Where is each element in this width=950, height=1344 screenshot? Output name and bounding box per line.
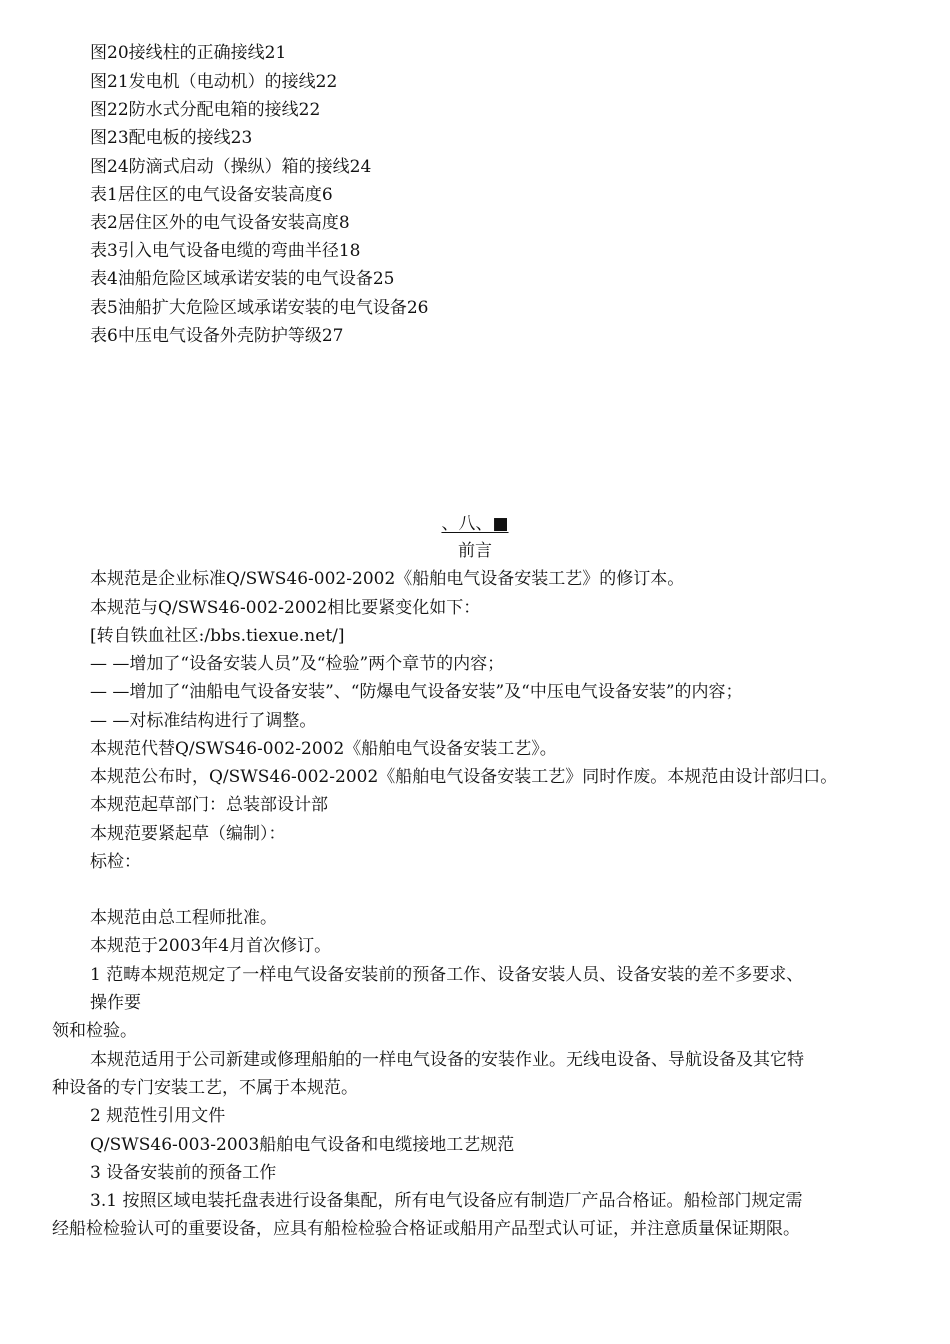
reference-item: Q/SWS46-003-2003船舶电气设备和电缆接地工艺规范 (90, 1135, 515, 1155)
foreword-line: — —对标准结构进行了调整。 (90, 711, 317, 731)
foreword-title: 前言 (458, 541, 492, 561)
scope-line: 本规范适用于公司新建或修理船舶的一样电气设备的安装作业。无线电设备、导航设备及其它特 (90, 1050, 804, 1070)
foreword-line: 本规范是企业标准Q/SWS46-002-2002《船舶电气设备安装工艺》的修订本。 (90, 569, 685, 589)
foreword-line: 本规范公布时，Q/SWS46-002-2002《船舶电气设备安装工艺》同时作废。本规范由设计部归口。 (90, 767, 838, 787)
foreword-line: 本规范要紧起草（编制）： (90, 824, 286, 844)
toc-item: 图22防水式分配电箱的接线22 (90, 100, 321, 120)
toc-item: 表5油船扩大危险区域承诺安装的电气设备26 (90, 298, 429, 318)
scope-line: 操作要 (90, 993, 141, 1013)
foreword-line: 本规范代替Q/SWS46-002-2002《船舶电气设备安装工艺》。 (90, 739, 557, 759)
foreword-line: 本规范起草部门：总装部设计部 (90, 795, 328, 815)
toc-item: 表3引入电气设备电缆的弯曲半径18 (90, 241, 361, 261)
clause-line: 经船检检验认可的重要设备，应具有船检检验合格证或船用产品型式认可证，并注意质量保证期限。 (52, 1219, 800, 1239)
foreword-line: 标检： (90, 852, 141, 872)
toc-item: 表6中压电气设备外壳防护等级27 (90, 326, 344, 346)
foreword-line: 本规范与Q/SWS46-002-2002相比要紧变化如下： (90, 598, 481, 618)
toc-item: 表4油船危险区域承诺安装的电气设备25 (90, 269, 395, 289)
section-heading: 2 规范性引用文件 (90, 1106, 226, 1126)
foreword-line: [转自铁血社区:/bbs.tiexue.net/] (90, 626, 345, 646)
toc-item: 表2居住区外的电气设备安装高度8 (90, 213, 350, 233)
foreword-approval: 本规范由总工程师批准。 (90, 908, 277, 928)
section-heading: 3 设备安装前的预备工作 (90, 1163, 277, 1183)
foreword-revision: 本规范于2003年4月首次修订。 (90, 936, 332, 956)
toc-item: 图23配电板的接线23 (90, 128, 253, 148)
foreword-symbol: 、八、■ (441, 514, 509, 534)
foreword-line: — —增加了“油船电气设备安装”、“防爆电气设备安装”及“中压电气设备安装”的内容； (90, 682, 743, 702)
toc-item: 图21发电机（电动机）的接线22 (90, 72, 338, 92)
scope-line: 1 范畴本规范规定了一样电气设备安装前的预备工作、设备安装人员、设备安装的差不多要求、 (90, 965, 804, 985)
scope-line: 种设备的专门安装工艺，不属于本规范。 (52, 1078, 358, 1098)
clause-line: 3.1 按照区域电装托盘表进行设备集配，所有电气设备应有制造厂产品合格证。船检部门规定需 (90, 1191, 803, 1211)
toc-item: 图20接线柱的正确接线21 (90, 43, 287, 63)
toc-item: 表1居住区的电气设备安装高度6 (90, 185, 333, 205)
toc-item: 图24防滴式启动（操纵）箱的接线24 (90, 157, 372, 177)
foreword-line: — —增加了“设备安装人员”及“检验”两个章节的内容； (90, 654, 505, 674)
scope-line: 领和检验。 (52, 1021, 137, 1041)
